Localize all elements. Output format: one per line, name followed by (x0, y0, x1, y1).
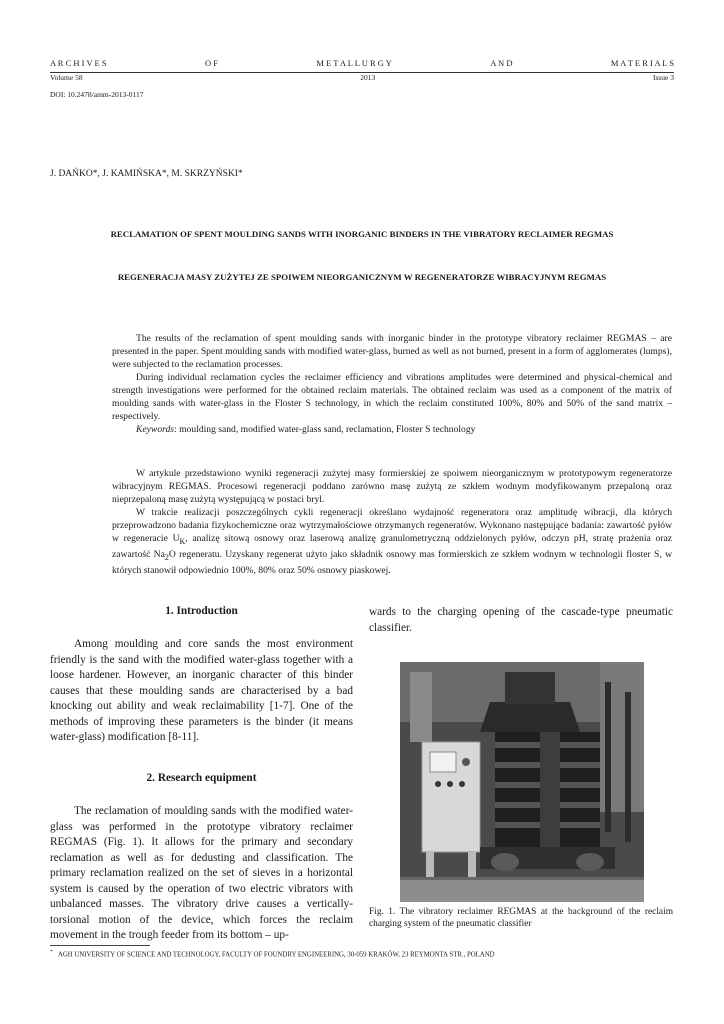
abstract-english (112, 332, 672, 436)
affiliation: AGH UNIVERSITY OF SCIENCE AND TECHNOLOGY, FACULTY OF FOUNDRY ENGINEERING, 30-059 KRAKÓW, 23 REYMONTA STR., POLAND (57, 951, 495, 959)
abstract-polish (112, 467, 672, 577)
footnote-mark: * (50, 949, 53, 955)
abstract-paragraph: The results of the reclamation of spent moulding sands with inorganic binder in the prototype vibratory reclaimer REGMAS – are presented in the paper. Spent moulding sands with modified water-glass, burned as well as not burned, present in a form of agglomerates (lumps), were subjected to the reclamation processes. (112, 333, 672, 370)
issue: Issue 3 (652, 73, 674, 82)
right-column-text (369, 605, 673, 636)
section-title-equipment: 2. Research equipment (146, 772, 257, 784)
text-run: , analizę sitową osnowy oraz laserową analizę granulometryczną oddzielonych pyłów, odczyn pH, stratę prażenia oraz zawartość Na (112, 533, 672, 560)
journal-word: M E T A L L U R G Y (316, 58, 392, 68)
figure-caption: Fig. 1. The vibratory reclaimer REGMAS at the background of the reclaim charging system of the pneumatic classifier (369, 907, 673, 929)
journal-word: O F (205, 58, 218, 68)
footnote-rule (50, 945, 150, 946)
introduction-text (50, 637, 353, 746)
journal-name (50, 58, 674, 68)
figure-photo (400, 662, 644, 902)
equipment-text (50, 804, 353, 944)
section-title-introduction: 1. Introduction (165, 605, 238, 617)
body-paragraph: Among moulding and core sands the most environment friendly is the sand with the modified water-glass together with a loose hardener. However, an inorganic character of this binder causes that these moulding sands are characterised by a bad knocking out ability and weak reclaimability [1-7]. One of the methods of improving these parameters is the binder (it means water-glass) modification [8-11]. (50, 638, 353, 743)
journal-word: A N D (490, 58, 513, 68)
volume: Volume 58 (50, 73, 83, 82)
footnote (50, 949, 495, 958)
abstract-paragraph: During individual reclamation cycles the reclaimer efficiency and vibrations amplitudes were determined and physical-chemical and strength investigations were performed for the obtained reclaim materials. The obtained reclaim was used as a component of the matrix of moulding sands with water-glass in the Floster S technology, in which the reclaim constituted 100%, 80% and 50% of the sand matrix – respectively. (112, 372, 672, 422)
text-run: O regeneratu. Uzyskany regenerat użyto jako składnik osnowy mas formierskich ze szkłem wodnym w technologii floster S, w których stanowił odpowiednio 100%, 80% oraz 50% osnowy piaskowej. (112, 548, 672, 576)
subscript: 2 (164, 552, 169, 562)
journal-word: A R C H I V E S (50, 58, 107, 68)
reclaimer-photo (400, 662, 644, 902)
journal-word: M A T E R I A L S (610, 58, 674, 68)
doi: DOI: 10.2478/amm-2013-0117 (50, 90, 144, 99)
subscript: K (179, 536, 186, 546)
body-paragraph: The reclamation of moulding sands with the modified water-glass was performed in the prototype vibratory reclaimer REGMAS (Fig. 1). It allows for the primary and secondary reclamation as well as for dedusting and classification. The primary reclamation realized on the set of sieves in a horizontal system is caused by the operation of two electric vibrators with unbalanced masses. The vibratory drive causes a vertically-torsional motion of the device, which forces the reclaim movement in the trough feeder from its bottom – up- (50, 805, 353, 941)
abstract-paragraph: W artykule przedstawiono wyniki regeneracji zużytej masy formierskiej ze spoiwem nieorganicznym w prototypowym regeneratorze wibracyjnym REGMAS. Procesowi regeneracji poddano zarówno masę zużytą ze szkłem wodnym modyfikowanym przepaloną oraz nieprzepaloną masę zużytą występującą w postaci bryl. (112, 468, 672, 505)
keywords-label: Keywords (136, 424, 175, 435)
year: 2013 (360, 73, 376, 82)
issue-row (50, 73, 674, 82)
title-polish: REGENERACJA MASY ZUŻYTEJ ZE SPOIWEM NIEORGANICZNYM W REGENERATORZE WIBRACYJNYM REGMAS (117, 272, 607, 282)
title-english: RECLAMATION OF SPENT MOULDING SANDS WITH INORGANIC BINDERS IN THE VIBRATORY RECLAIMER REGMAS (110, 229, 614, 239)
text-run: W trakcie realizacji poszczególnych cykli regeneracji określano wydajność regeneratora oraz amplitudę wibracji, dla których przeprowadzono badania fizykochemiczne oraz wytrzymałościowe otrzymanych regeneratów. Wykonano następujące badania: zawartość pyłów w regeneracie U (112, 507, 672, 544)
keywords (112, 423, 672, 436)
keywords-text: : moulding sand, modified water-glass sand, reclamation, Floster S technology (174, 424, 476, 435)
abstract-paragraph (112, 506, 672, 577)
authors: J. DAŃKO*, J. KAMIŃSKA*, M. SKRZYŃSKI* (50, 169, 243, 179)
body-paragraph: wards to the charging opening of the cascade-type pneumatic classifier. (369, 606, 673, 634)
